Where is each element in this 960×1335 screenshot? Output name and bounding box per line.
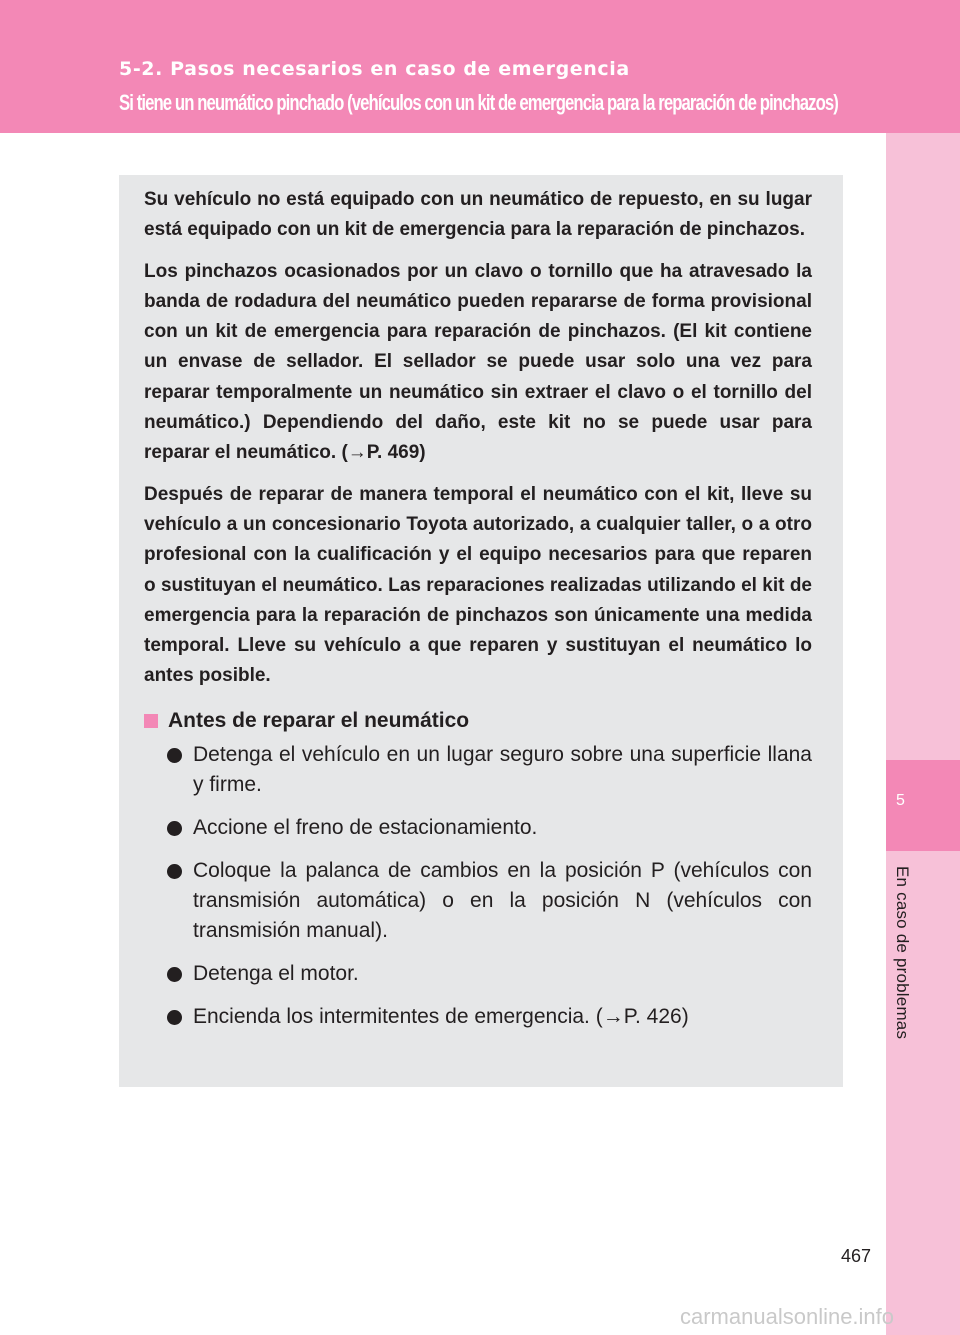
intro-paragraph-3: Después de reparar de manera temporal el neumático con el kit, lleve su vehículo a un concesionario Toyota autorizado, a cualquier taller, o a otro profesional con la cualificación y el equipo necesarios para que reparen o sustituyan el neumático. Las reparaciones realizadas utilizando el kit de emergencia para la reparación de pinchazos son únicamente una medida temporal. Lleve su vehículo a que reparen y sustituyan el neumático lo antes posible. bbox=[144, 483, 812, 687]
page-title: Si tiene un neumático pinchado (vehículos con un kit de emergencia para la reparación de pinchazos) bbox=[119, 90, 838, 115]
bullet-icon bbox=[167, 1010, 182, 1025]
intro-paragraph-2: Los pinchazos ocasionados por un clavo o tornillo que ha atravesado la banda de rodadura del neumático pueden repararse de forma provisional con un kit de emergencia para reparación de pinchazos. (El kit contiene un envase de sellador. El sellador se puede usar solo una vez para reparar temporalmente un neumático sin extraer el clavo o el tornillo del neumático.) Dependiendo del daño, este kit no se puede usar para reparar el neumático. (→P. 469) bbox=[144, 260, 812, 464]
section-label: 5-2. Pasos necesarios en caso de emergencia bbox=[119, 58, 630, 80]
bullet-icon bbox=[167, 748, 182, 763]
chapter-number: 5 bbox=[896, 792, 905, 809]
list-item bbox=[144, 959, 812, 989]
list-item bbox=[144, 856, 812, 946]
pink-square-icon bbox=[144, 714, 158, 728]
list-item bbox=[144, 1002, 812, 1032]
before-repair-heading bbox=[144, 706, 812, 736]
list-item-text: Encienda los intermitentes de emergencia. (→P. 426) bbox=[193, 1004, 689, 1028]
chapter-name: En caso de problemas bbox=[893, 866, 912, 1040]
list-item-text: Coloque la palanca de cambios en la posición P (vehículos con transmisión automática) o en la posición N (vehículos con transmisión manual). bbox=[193, 858, 812, 942]
list-item-text: Accione el freno de estacionamiento. bbox=[193, 815, 538, 839]
bullet-icon bbox=[167, 967, 182, 982]
watermark: carmanualsonline.info bbox=[680, 1304, 895, 1329]
list-item bbox=[144, 813, 812, 843]
list-item bbox=[144, 740, 812, 800]
intro-paragraph-1: Su vehículo no está equipado con un neumático de repuesto, en su lugar está equipado con un kit de emergencia para la reparación de pinchazos. bbox=[144, 189, 812, 241]
bullet-icon bbox=[167, 821, 182, 836]
page-number: 467 bbox=[841, 1246, 872, 1266]
before-repair-heading-text: Antes de reparar el neumático bbox=[168, 708, 470, 732]
list-item-text: Detenga el vehículo en un lugar seguro sobre una superficie llana y firme. bbox=[193, 742, 812, 796]
bullet-icon bbox=[167, 864, 182, 879]
side-strip bbox=[886, 133, 960, 1335]
content-box bbox=[119, 175, 843, 1087]
page-header bbox=[0, 0, 960, 133]
list-item-text: Detenga el motor. bbox=[193, 961, 359, 985]
before-repair-list bbox=[144, 740, 812, 1032]
